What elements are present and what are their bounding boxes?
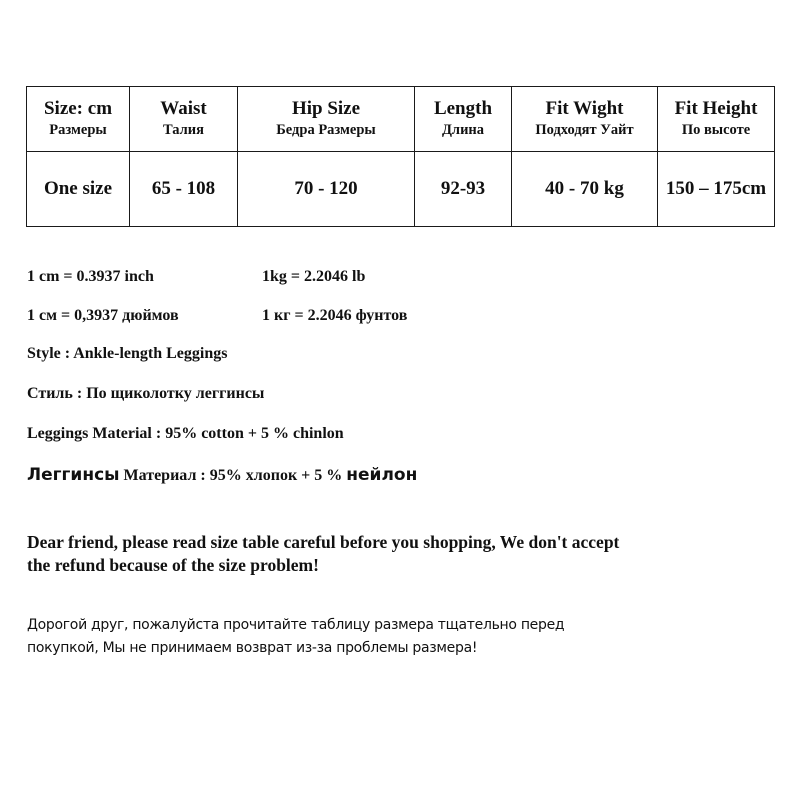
style-ru: Стиль : По щиколотку леггинсы	[27, 385, 265, 402]
cell-hip-size	[238, 152, 415, 227]
cell-value: One size	[43, 178, 113, 199]
cell-fit-weight	[512, 152, 658, 227]
notice-en-line: the refund because of the size problem!	[27, 555, 319, 575]
header-hip-size	[238, 87, 415, 152]
header-label-ru: Талия	[162, 122, 205, 138]
style-en: Style : Ankle-length Leggings	[27, 345, 228, 362]
header-label-en: Length	[433, 98, 493, 119]
cell-value: 65 - 108	[151, 178, 216, 199]
material-ru-label: Леггинсы	[27, 465, 120, 485]
size-table	[26, 86, 775, 227]
header-label-ru: По высоте	[681, 122, 751, 138]
header-length	[415, 87, 512, 152]
header-waist	[130, 87, 238, 152]
header-fit-height	[658, 87, 775, 152]
header-label-en: Hip Size	[291, 98, 361, 119]
cell-length	[415, 152, 512, 227]
cell-value: 40 - 70 kg	[545, 178, 624, 199]
notice-en-line: Dear friend, please read size table careful before you shopping, We don't accept	[27, 532, 620, 552]
cell-value: 70 - 120	[294, 178, 358, 199]
conversion-kg-ru: 1 кг = 2.2046 фунтов	[262, 307, 408, 324]
material-ru-nylon: нейлон	[346, 465, 418, 485]
cell-waist	[130, 152, 238, 227]
header-size	[27, 87, 130, 152]
header-label-en: Fit Wight	[545, 98, 624, 119]
header-label-ru: Длина	[441, 122, 485, 138]
header-label-ru: Подходят Уайт	[535, 122, 634, 138]
header-label-ru: Размеры	[49, 122, 107, 138]
table-row	[27, 152, 775, 227]
header-label-en: Size: cm	[43, 98, 113, 119]
header-label-ru: Бедра Размеры	[276, 122, 376, 138]
material-en: Leggings Material : 95% cotton + 5 % chinlon	[27, 425, 344, 442]
material-ru	[27, 465, 417, 486]
notice-en	[27, 531, 619, 577]
cell-fit-height	[658, 152, 775, 227]
header-fit-weight	[512, 87, 658, 152]
header-label-en: Fit Height	[674, 98, 758, 119]
cell-value: 150 – 175cm	[665, 178, 767, 199]
conversion-kg-en: 1kg = 2.2046 lb	[262, 268, 366, 285]
conversion-cm-en: 1 cm = 0.3937 inch	[27, 268, 154, 285]
header-label-en: Waist	[160, 98, 207, 119]
notice-ru-line: покупкой, Мы не принимаем возврат из-за проблемы размера!	[27, 640, 478, 656]
cell-value: 92-93	[440, 178, 486, 199]
cell-size	[27, 152, 130, 227]
conversion-cm-ru: 1 см = 0,3937 дюймов	[27, 307, 179, 324]
notice-ru-line: Дорогой друг, пожалуйста прочитайте таблицу размера тщательно перед	[27, 617, 565, 633]
material-ru-text: Материал : 95% хлопок + 5 %	[119, 467, 347, 484]
notice-ru	[27, 614, 564, 660]
table-header-row	[27, 87, 775, 152]
